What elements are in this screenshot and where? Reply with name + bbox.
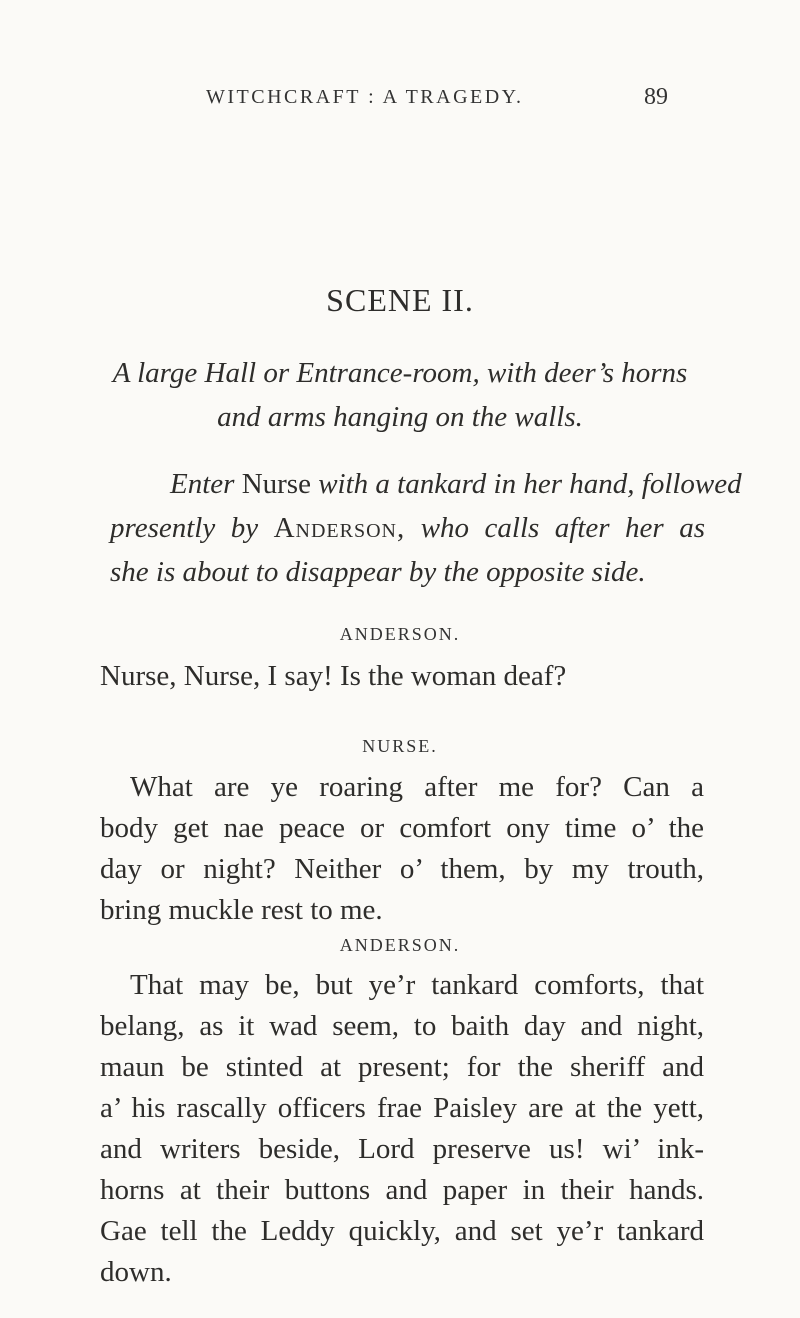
- speech-line: That may be, but ye’r tankard comforts, that: [130, 969, 704, 1001]
- running-title: WITCHCRAFT : A TRAGEDY.: [206, 86, 524, 108]
- direction-enter: Enter: [170, 468, 235, 500]
- speaker-name: NURSE.: [362, 736, 438, 756]
- setting-line: and arms hanging on the walls.: [217, 401, 583, 433]
- speech-line: Nurse, Nurse, I say! Is the woman deaf?: [100, 660, 567, 692]
- speech-block: [100, 767, 704, 931]
- speaker-name: ANDERSON.: [339, 935, 461, 955]
- direction-text: presently by: [110, 512, 259, 544]
- speech-line: horns at their buttons and paper in their hands.: [100, 1174, 704, 1206]
- stage-direction: [110, 462, 742, 594]
- speech-line: belang, as it wad seem, to baith day and night,: [100, 1010, 704, 1042]
- direction-line: [110, 462, 742, 506]
- direction-line: [110, 506, 705, 550]
- speech-line: and writers beside, Lord preserve us! wi’ ink-: [100, 1133, 704, 1165]
- speech-line: maun be stinted at present; for the sheriff and: [100, 1051, 704, 1083]
- speech-block: [100, 656, 704, 697]
- speech-line: Gae tell the Leddy quickly, and set ye’r tankard: [100, 1215, 704, 1247]
- setting-line: A large Hall or Entrance-room, with deer’s horns: [112, 357, 688, 389]
- running-head: [0, 86, 800, 116]
- speaker-name: ANDERSON.: [339, 624, 461, 644]
- speech-line: a’ his rascally officers frae Paisley are at the yett,: [100, 1092, 704, 1124]
- page-number: 89: [644, 84, 668, 110]
- speech-line: bring muckle rest to me.: [100, 894, 383, 926]
- character-nurse: Nurse: [241, 468, 311, 500]
- speech-block: [100, 965, 704, 1293]
- character-anderson: Anderson,: [273, 512, 406, 544]
- speech-line: What are ye roaring after me for? Can a: [130, 771, 704, 803]
- scene-heading: SCENE II.: [326, 282, 474, 318]
- speech-line: body get nae peace or comfort ony time o’ the: [100, 812, 704, 844]
- speech-line: day or night? Neither o’ them, by my trouth,: [100, 853, 704, 885]
- speech-line: down.: [100, 1256, 172, 1288]
- direction-text: who calls after her as: [420, 512, 705, 544]
- direction-text: with a tankard in her hand, followed: [318, 468, 742, 500]
- direction-line: she is about to disappear by the opposite side.: [110, 556, 646, 588]
- scene-setting: [100, 351, 700, 439]
